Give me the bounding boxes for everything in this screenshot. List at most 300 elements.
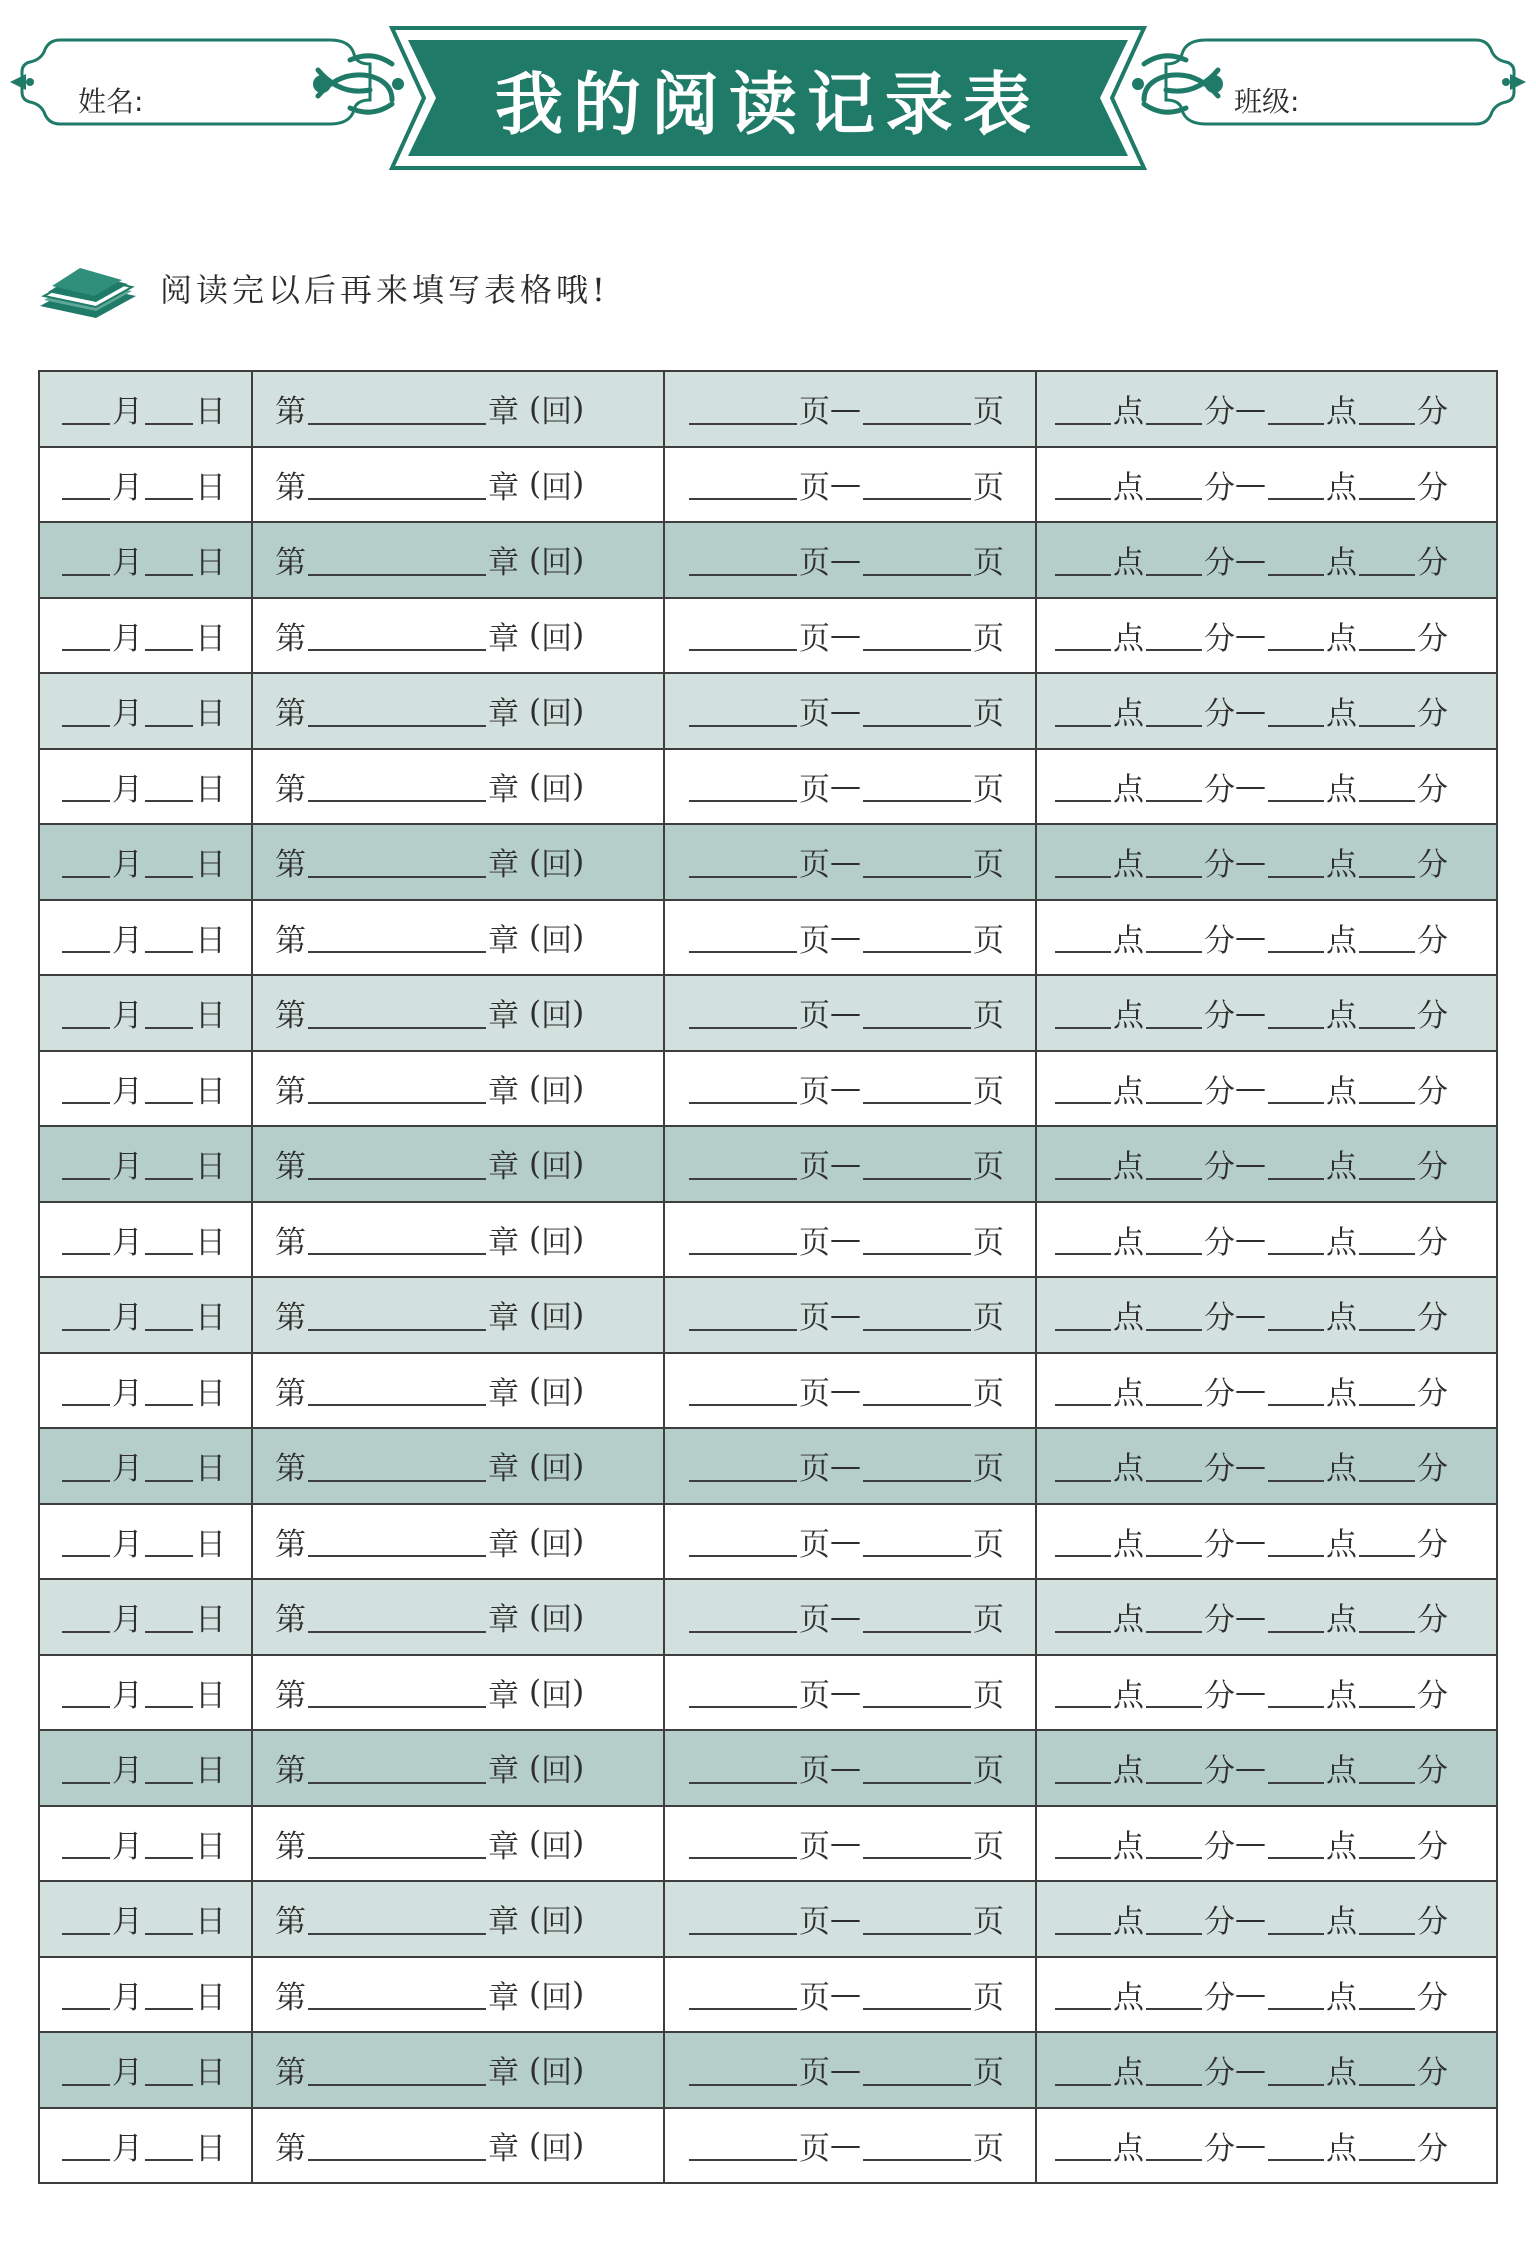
end-minute-blank[interactable] (1359, 770, 1415, 802)
hour-label: 点 (1113, 1149, 1144, 1186)
day-label: 日 (195, 1451, 226, 1488)
month-blank[interactable] (62, 2054, 110, 2086)
month-blank[interactable] (62, 1450, 110, 1482)
start-page-blank[interactable] (689, 2054, 797, 2086)
start-minute-blank[interactable] (1146, 770, 1202, 802)
end-hour-blank[interactable] (1268, 1450, 1324, 1482)
start-minute-blank[interactable] (1146, 1903, 1202, 1935)
chapter-blank[interactable] (308, 846, 486, 878)
month-label: 月 (112, 545, 143, 582)
start-page-blank[interactable] (689, 1903, 797, 1935)
end-hour-blank[interactable] (1268, 1827, 1324, 1859)
hour-label: 点 (1113, 1375, 1144, 1412)
minute-end-label: 分 (1417, 1677, 1448, 1714)
end-minute-blank[interactable] (1359, 846, 1415, 878)
page-label: 页 (799, 620, 830, 657)
paren-close: ) (572, 994, 585, 1031)
end-minute-blank[interactable] (1359, 1072, 1415, 1104)
start-hour-blank[interactable] (1055, 695, 1111, 727)
start-minute-blank[interactable] (1146, 2054, 1202, 2086)
start-page-blank[interactable] (689, 1827, 797, 1859)
end-hour-blank[interactable] (1268, 1299, 1324, 1331)
day-label: 日 (195, 2055, 226, 2092)
start-minute-blank[interactable] (1146, 544, 1202, 576)
start-minute-blank[interactable] (1146, 1450, 1202, 1482)
end-minute-blank[interactable] (1359, 1903, 1415, 1935)
start-hour-blank[interactable] (1055, 1903, 1111, 1935)
log-row (39, 1126, 1497, 1202)
chapter-blank[interactable] (308, 921, 486, 953)
start-hour-blank[interactable] (1055, 468, 1111, 500)
day-blank[interactable] (145, 1299, 193, 1331)
chapter-prefix: 第 (275, 1904, 306, 1941)
start-hour-blank[interactable] (1055, 2129, 1111, 2161)
page-cell (664, 1428, 1036, 1504)
end-minute-blank[interactable] (1359, 1148, 1415, 1180)
end-minute-blank[interactable] (1359, 393, 1415, 425)
hour-label: 点 (1113, 696, 1144, 733)
page-dash: — (830, 919, 861, 956)
hour-end-label: 点 (1326, 620, 1357, 657)
hour-label: 点 (1113, 1979, 1144, 2016)
end-page-blank[interactable] (863, 544, 971, 576)
end-minute-blank[interactable] (1359, 1374, 1415, 1406)
chapter-blank[interactable] (308, 1450, 486, 1482)
day-blank[interactable] (145, 1148, 193, 1180)
start-page-blank[interactable] (689, 695, 797, 727)
hour-end-label: 点 (1326, 1602, 1357, 1639)
end-hour-blank[interactable] (1268, 1676, 1324, 1708)
minute-label: 分 (1204, 469, 1235, 506)
day-label: 日 (195, 1828, 226, 1865)
day-blank[interactable] (145, 1072, 193, 1104)
page-label: 页 (799, 1451, 830, 1488)
start-hour-blank[interactable] (1055, 393, 1111, 425)
chapter-blank[interactable] (308, 1223, 486, 1255)
start-page-blank[interactable] (689, 1299, 797, 1331)
end-hour-blank[interactable] (1268, 619, 1324, 651)
end-minute-blank[interactable] (1359, 1601, 1415, 1633)
paren-open: ( (529, 1070, 542, 1107)
month-blank[interactable] (62, 1223, 110, 1255)
start-page-blank[interactable] (689, 468, 797, 500)
start-hour-blank[interactable] (1055, 1299, 1111, 1331)
paren-open: ( (529, 1674, 542, 1711)
end-page-blank[interactable] (863, 1148, 971, 1180)
month-label: 月 (112, 998, 143, 1035)
chapter-cell (252, 1957, 664, 2033)
page-cell (664, 598, 1036, 674)
start-hour-blank[interactable] (1055, 1223, 1111, 1255)
chapter-blank[interactable] (308, 1072, 486, 1104)
day-label: 日 (195, 1753, 226, 1790)
start-hour-blank[interactable] (1055, 1827, 1111, 1859)
end-page-blank[interactable] (863, 1223, 971, 1255)
start-hour-blank[interactable] (1055, 1978, 1111, 2010)
paren-close: ) (572, 919, 585, 956)
end-page-blank[interactable] (863, 2054, 971, 2086)
month-blank[interactable] (62, 393, 110, 425)
start-hour-blank[interactable] (1055, 770, 1111, 802)
day-blank[interactable] (145, 1374, 193, 1406)
day-blank[interactable] (145, 921, 193, 953)
start-hour-blank[interactable] (1055, 1148, 1111, 1180)
end-page-blank[interactable] (863, 1072, 971, 1104)
end-hour-blank[interactable] (1268, 846, 1324, 878)
page-label: 页 (799, 1602, 830, 1639)
month-blank[interactable] (62, 1978, 110, 2010)
month-blank[interactable] (62, 846, 110, 878)
end-page-blank[interactable] (863, 1752, 971, 1784)
start-page-blank[interactable] (689, 770, 797, 802)
end-page-blank[interactable] (863, 1601, 971, 1633)
month-blank[interactable] (62, 1148, 110, 1180)
start-hour-blank[interactable] (1055, 1450, 1111, 1482)
start-page-blank[interactable] (689, 619, 797, 651)
start-hour-blank[interactable] (1055, 1525, 1111, 1557)
end-minute-blank[interactable] (1359, 921, 1415, 953)
day-blank[interactable] (145, 2054, 193, 2086)
log-row (39, 673, 1497, 749)
start-minute-blank[interactable] (1146, 1676, 1202, 1708)
end-page-blank[interactable] (863, 921, 971, 953)
page-label: 页 (799, 1300, 830, 1337)
time-dash: — (1235, 2051, 1266, 2088)
page-end-label: 页 (973, 1375, 1004, 1412)
start-minute-blank[interactable] (1146, 1601, 1202, 1633)
chapter-cell (252, 1428, 664, 1504)
end-minute-blank[interactable] (1359, 997, 1415, 1029)
time-dash: — (1235, 919, 1266, 956)
end-minute-blank[interactable] (1359, 1827, 1415, 1859)
chapter-prefix: 第 (275, 1073, 306, 1110)
month-blank[interactable] (62, 1676, 110, 1708)
month-blank[interactable] (62, 1752, 110, 1784)
start-minute-blank[interactable] (1146, 921, 1202, 953)
start-minute-blank[interactable] (1146, 468, 1202, 500)
start-minute-blank[interactable] (1146, 1072, 1202, 1104)
chapter-blank[interactable] (308, 997, 486, 1029)
minute-label: 分 (1204, 696, 1235, 733)
end-hour-blank[interactable] (1268, 1148, 1324, 1180)
day-blank[interactable] (145, 393, 193, 425)
day-blank[interactable] (145, 1978, 193, 2010)
day-blank[interactable] (145, 1752, 193, 1784)
end-hour-blank[interactable] (1268, 1374, 1324, 1406)
month-blank[interactable] (62, 468, 110, 500)
start-minute-blank[interactable] (1146, 2129, 1202, 2161)
start-minute-blank[interactable] (1146, 695, 1202, 727)
start-page-blank[interactable] (689, 1148, 797, 1180)
end-minute-blank[interactable] (1359, 1525, 1415, 1557)
day-blank[interactable] (145, 1525, 193, 1557)
day-blank[interactable] (145, 468, 193, 500)
start-page-blank[interactable] (689, 1601, 797, 1633)
month-blank[interactable] (62, 1601, 110, 1633)
day-blank[interactable] (145, 846, 193, 878)
end-hour-blank[interactable] (1268, 1752, 1324, 1784)
time-cell (1036, 1881, 1497, 1957)
start-minute-blank[interactable] (1146, 997, 1202, 1029)
hui-label: 回 (541, 1753, 573, 1790)
page-dash: — (830, 390, 861, 427)
end-page-blank[interactable] (863, 1299, 971, 1331)
start-minute-blank[interactable] (1146, 1827, 1202, 1859)
time-cell (1036, 1428, 1497, 1504)
start-minute-blank[interactable] (1146, 1374, 1202, 1406)
day-blank[interactable] (145, 1223, 193, 1255)
month-blank[interactable] (62, 997, 110, 1029)
chapter-label: 章 (488, 1300, 519, 1337)
log-row (39, 371, 1497, 447)
chapter-prefix: 第 (275, 1677, 306, 1714)
minute-label: 分 (1204, 771, 1235, 808)
month-blank[interactable] (62, 2129, 110, 2161)
end-page-blank[interactable] (863, 393, 971, 425)
end-hour-blank[interactable] (1268, 770, 1324, 802)
start-minute-blank[interactable] (1146, 1978, 1202, 2010)
end-page-blank[interactable] (863, 1827, 971, 1859)
chapter-blank[interactable] (308, 1676, 486, 1708)
start-page-blank[interactable] (689, 1223, 797, 1255)
end-minute-blank[interactable] (1359, 1223, 1415, 1255)
hui-label: 回 (541, 2130, 573, 2167)
end-hour-blank[interactable] (1268, 2129, 1324, 2161)
page-end-label: 页 (973, 1526, 1004, 1563)
month-label: 月 (112, 469, 143, 506)
end-hour-blank[interactable] (1268, 1525, 1324, 1557)
end-page-blank[interactable] (863, 2129, 971, 2161)
paren-close: ) (572, 617, 585, 654)
end-minute-blank[interactable] (1359, 2054, 1415, 2086)
page-label: 页 (799, 2130, 830, 2167)
start-page-blank[interactable] (689, 1752, 797, 1784)
chapter-blank[interactable] (308, 1374, 486, 1406)
end-hour-blank[interactable] (1268, 1903, 1324, 1935)
log-row (39, 1579, 1497, 1655)
start-page-blank[interactable] (689, 921, 797, 953)
chapter-blank[interactable] (308, 1525, 486, 1557)
minute-label: 分 (1204, 922, 1235, 959)
start-hour-blank[interactable] (1055, 544, 1111, 576)
page-label: 页 (799, 1979, 830, 2016)
chapter-label: 章 (488, 847, 519, 884)
end-hour-blank[interactable] (1268, 1223, 1324, 1255)
hour-end-label: 点 (1326, 1828, 1357, 1865)
end-minute-blank[interactable] (1359, 619, 1415, 651)
start-page-blank[interactable] (689, 1525, 797, 1557)
end-page-blank[interactable] (863, 619, 971, 651)
end-minute-blank[interactable] (1359, 544, 1415, 576)
end-minute-blank[interactable] (1359, 2129, 1415, 2161)
start-minute-blank[interactable] (1146, 1223, 1202, 1255)
start-hour-blank[interactable] (1055, 1374, 1111, 1406)
end-minute-blank[interactable] (1359, 468, 1415, 500)
month-blank[interactable] (62, 1525, 110, 1557)
start-page-blank[interactable] (689, 1374, 797, 1406)
chapter-prefix: 第 (275, 998, 306, 1035)
end-page-blank[interactable] (863, 1450, 971, 1482)
paren-close: ) (572, 1825, 585, 1862)
start-page-blank[interactable] (689, 1450, 797, 1482)
book-icon (36, 256, 140, 320)
chapter-blank[interactable] (308, 2054, 486, 2086)
day-blank[interactable] (145, 1450, 193, 1482)
day-blank[interactable] (145, 2129, 193, 2161)
end-minute-blank[interactable] (1359, 1450, 1415, 1482)
date-cell (39, 1730, 252, 1806)
day-label: 日 (195, 1904, 226, 1941)
month-blank[interactable] (62, 695, 110, 727)
chapter-blank[interactable] (308, 1752, 486, 1784)
start-page-blank[interactable] (689, 1978, 797, 2010)
end-minute-blank[interactable] (1359, 1299, 1415, 1331)
hour-end-label: 点 (1326, 1073, 1357, 1110)
date-cell (39, 447, 252, 523)
month-blank[interactable] (62, 921, 110, 953)
month-blank[interactable] (62, 1072, 110, 1104)
chapter-blank[interactable] (308, 468, 486, 500)
time-dash: — (1235, 1825, 1266, 1862)
start-hour-blank[interactable] (1055, 1601, 1111, 1633)
end-hour-blank[interactable] (1268, 997, 1324, 1029)
start-page-blank[interactable] (689, 1072, 797, 1104)
hui-label: 回 (541, 1375, 573, 1412)
month-blank[interactable] (62, 544, 110, 576)
end-page-blank[interactable] (863, 846, 971, 878)
page-label: 页 (799, 998, 830, 1035)
end-hour-blank[interactable] (1268, 1072, 1324, 1104)
minute-label: 分 (1204, 1753, 1235, 1790)
month-blank[interactable] (62, 1827, 110, 1859)
end-hour-blank[interactable] (1268, 393, 1324, 425)
chapter-blank[interactable] (308, 2129, 486, 2161)
hour-label: 点 (1113, 1828, 1144, 1865)
start-page-blank[interactable] (689, 393, 797, 425)
end-page-blank[interactable] (863, 1903, 971, 1935)
end-hour-blank[interactable] (1268, 468, 1324, 500)
day-label: 日 (195, 1602, 226, 1639)
paren-close: ) (572, 1749, 585, 1786)
end-hour-blank[interactable] (1268, 921, 1324, 953)
chapter-blank[interactable] (308, 1978, 486, 2010)
page-cell (664, 900, 1036, 976)
end-page-blank[interactable] (863, 1525, 971, 1557)
page-label: 页 (799, 394, 830, 431)
start-page-blank[interactable] (689, 2129, 797, 2161)
paren-open: ( (529, 617, 542, 654)
day-label: 日 (195, 545, 226, 582)
start-page-blank[interactable] (689, 846, 797, 878)
chapter-blank[interactable] (308, 544, 486, 576)
end-minute-blank[interactable] (1359, 695, 1415, 727)
start-minute-blank[interactable] (1146, 1148, 1202, 1180)
time-cell (1036, 2032, 1497, 2108)
start-page-blank[interactable] (689, 544, 797, 576)
chapter-blank[interactable] (308, 1827, 486, 1859)
start-hour-blank[interactable] (1055, 921, 1111, 953)
start-hour-blank[interactable] (1055, 1072, 1111, 1104)
start-minute-blank[interactable] (1146, 393, 1202, 425)
start-hour-blank[interactable] (1055, 846, 1111, 878)
start-hour-blank[interactable] (1055, 997, 1111, 1029)
end-page-blank[interactable] (863, 1978, 971, 2010)
day-blank[interactable] (145, 997, 193, 1029)
end-minute-blank[interactable] (1359, 1752, 1415, 1784)
start-minute-blank[interactable] (1146, 1299, 1202, 1331)
end-page-blank[interactable] (863, 1676, 971, 1708)
day-blank[interactable] (145, 619, 193, 651)
start-page-blank[interactable] (689, 997, 797, 1029)
start-minute-blank[interactable] (1146, 846, 1202, 878)
page-end-label: 页 (973, 998, 1004, 1035)
hour-end-label: 点 (1326, 2130, 1357, 2167)
end-page-blank[interactable] (863, 1374, 971, 1406)
day-blank[interactable] (145, 695, 193, 727)
page-end-label: 页 (973, 1451, 1004, 1488)
hour-end-label: 点 (1326, 771, 1357, 808)
day-blank[interactable] (145, 1827, 193, 1859)
end-minute-blank[interactable] (1359, 1978, 1415, 2010)
chapter-blank[interactable] (308, 770, 486, 802)
time-dash: — (1235, 1674, 1266, 1711)
chapter-blank[interactable] (308, 1299, 486, 1331)
end-hour-blank[interactable] (1268, 695, 1324, 727)
day-blank[interactable] (145, 1676, 193, 1708)
hui-label: 回 (541, 1526, 573, 1563)
start-minute-blank[interactable] (1146, 1752, 1202, 1784)
end-hour-blank[interactable] (1268, 544, 1324, 576)
chapter-prefix: 第 (275, 771, 306, 808)
day-blank[interactable] (145, 1903, 193, 1935)
end-page-blank[interactable] (863, 695, 971, 727)
end-minute-blank[interactable] (1359, 1676, 1415, 1708)
chapter-blank[interactable] (308, 1601, 486, 1633)
start-minute-blank[interactable] (1146, 619, 1202, 651)
month-blank[interactable] (62, 770, 110, 802)
month-blank[interactable] (62, 1903, 110, 1935)
start-page-blank[interactable] (689, 1676, 797, 1708)
chapter-blank[interactable] (308, 695, 486, 727)
chapter-blank[interactable] (308, 619, 486, 651)
paren-open: ( (529, 994, 542, 1031)
minute-end-label: 分 (1417, 696, 1448, 733)
start-hour-blank[interactable] (1055, 2054, 1111, 2086)
month-blank[interactable] (62, 619, 110, 651)
day-blank[interactable] (145, 1601, 193, 1633)
page-label: 页 (799, 1753, 830, 1790)
chapter-blank[interactable] (308, 393, 486, 425)
end-page-blank[interactable] (863, 468, 971, 500)
end-page-blank[interactable] (863, 770, 971, 802)
start-hour-blank[interactable] (1055, 1752, 1111, 1784)
end-hour-blank[interactable] (1268, 1601, 1324, 1633)
end-hour-blank[interactable] (1268, 2054, 1324, 2086)
minute-end-label: 分 (1417, 1224, 1448, 1261)
start-hour-blank[interactable] (1055, 1676, 1111, 1708)
end-hour-blank[interactable] (1268, 1978, 1324, 2010)
log-row (39, 447, 1497, 523)
chapter-blank[interactable] (308, 1903, 486, 1935)
day-blank[interactable] (145, 544, 193, 576)
end-page-blank[interactable] (863, 997, 971, 1029)
day-blank[interactable] (145, 770, 193, 802)
month-blank[interactable] (62, 1299, 110, 1331)
start-hour-blank[interactable] (1055, 619, 1111, 651)
chapter-blank[interactable] (308, 1148, 486, 1180)
start-minute-blank[interactable] (1146, 1525, 1202, 1557)
month-blank[interactable] (62, 1374, 110, 1406)
